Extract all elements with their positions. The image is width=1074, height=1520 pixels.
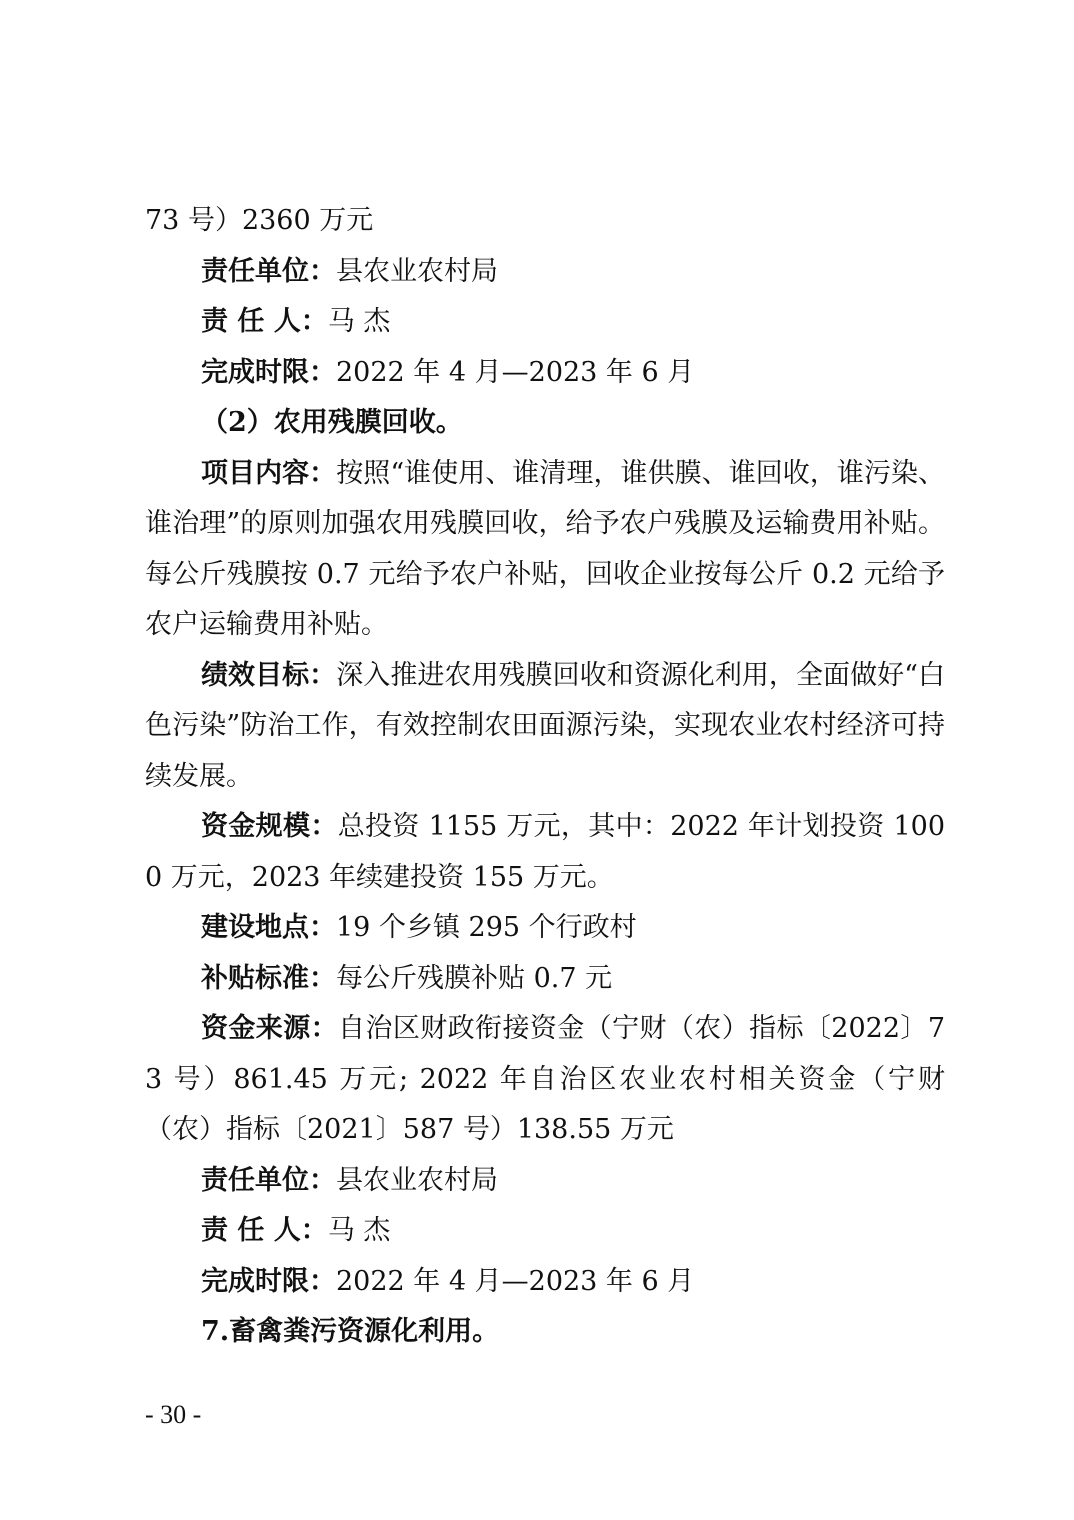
label: 项目内容： xyxy=(201,457,337,489)
section-heading-7 xyxy=(145,1307,945,1358)
deadline-1 xyxy=(145,348,945,399)
body-text xyxy=(145,196,945,1358)
subsidy-standard xyxy=(145,954,945,1005)
value: 2022 年 4 月—2023 年 6 月 xyxy=(336,356,695,388)
value: 按照“谁使用、谁清理，谁供膜、谁回收，谁污染、谁治理”的原则加强农用残膜回收，给予农户残膜及运输费用补贴。每公斤残膜按 0.7 元给予农户补贴，回收企业按每公斤 0.2 元给予农户运输费用补贴。 xyxy=(145,457,946,640)
value: 县农业农村局 xyxy=(336,1164,498,1196)
responsible-person-2 xyxy=(145,1206,945,1257)
label: 建设地点： xyxy=(201,912,336,943)
value: 马 杰 xyxy=(327,1215,391,1246)
performance-goal xyxy=(145,651,945,803)
value: 自治区财政衔接资金（宁财（农）指标〔2022〕73 号）861.45 万元; 2022 年自治区农业农村相关资金（宁财（农）指标〔2021〕587 号）138.55 万元 xyxy=(145,1013,946,1145)
label: 责任单位： xyxy=(201,1164,336,1196)
page-number: - 30 - xyxy=(145,1400,202,1429)
responsible-person-1 xyxy=(145,297,945,348)
value: 19 个乡镇 295 个行政村 xyxy=(336,912,637,943)
funding-continuation: 73 号）2360 万元 xyxy=(145,205,374,236)
value: 县农业农村局 xyxy=(336,255,498,287)
label: 完成时限： xyxy=(201,356,336,388)
section-heading-2 xyxy=(145,398,945,449)
label: 资金规模： xyxy=(201,811,338,842)
label: 完成时限： xyxy=(201,1265,336,1297)
fund-source xyxy=(145,1004,945,1156)
continued-line xyxy=(145,196,945,247)
label: 责 任 人： xyxy=(201,306,328,337)
value: 2022 年 4 月—2023 年 6 月 xyxy=(336,1265,695,1297)
value: 马 杰 xyxy=(327,306,391,337)
value: 每公斤残膜补贴 0.7 元 xyxy=(336,962,613,994)
label: 资金来源： xyxy=(201,1013,339,1044)
heading-text: 7.畜禽粪污资源化利用。 xyxy=(201,1316,500,1347)
responsible-unit-1 xyxy=(145,247,945,298)
label: 责 任 人： xyxy=(201,1215,328,1246)
construction-site xyxy=(145,903,945,954)
value: 总投资 1155 万元，其中：2022 年计划投资 1000 万元，2023 年续建投资 155 万元。 xyxy=(145,811,946,893)
label: 绩效目标： xyxy=(201,659,337,691)
heading-text: （2）农用残膜回收。 xyxy=(201,407,463,438)
value: 深入推进农用残膜回收和资源化利用，全面做好“白色污染”防治工作，有效控制农田面源污染，实现农业农村经济可持续发展。 xyxy=(145,659,946,792)
label: 责任单位： xyxy=(201,255,336,287)
fund-scale xyxy=(145,802,945,903)
responsible-unit-2 xyxy=(145,1156,945,1207)
deadline-2 xyxy=(145,1257,945,1308)
project-content xyxy=(145,449,945,651)
label: 补贴标准： xyxy=(201,962,336,994)
